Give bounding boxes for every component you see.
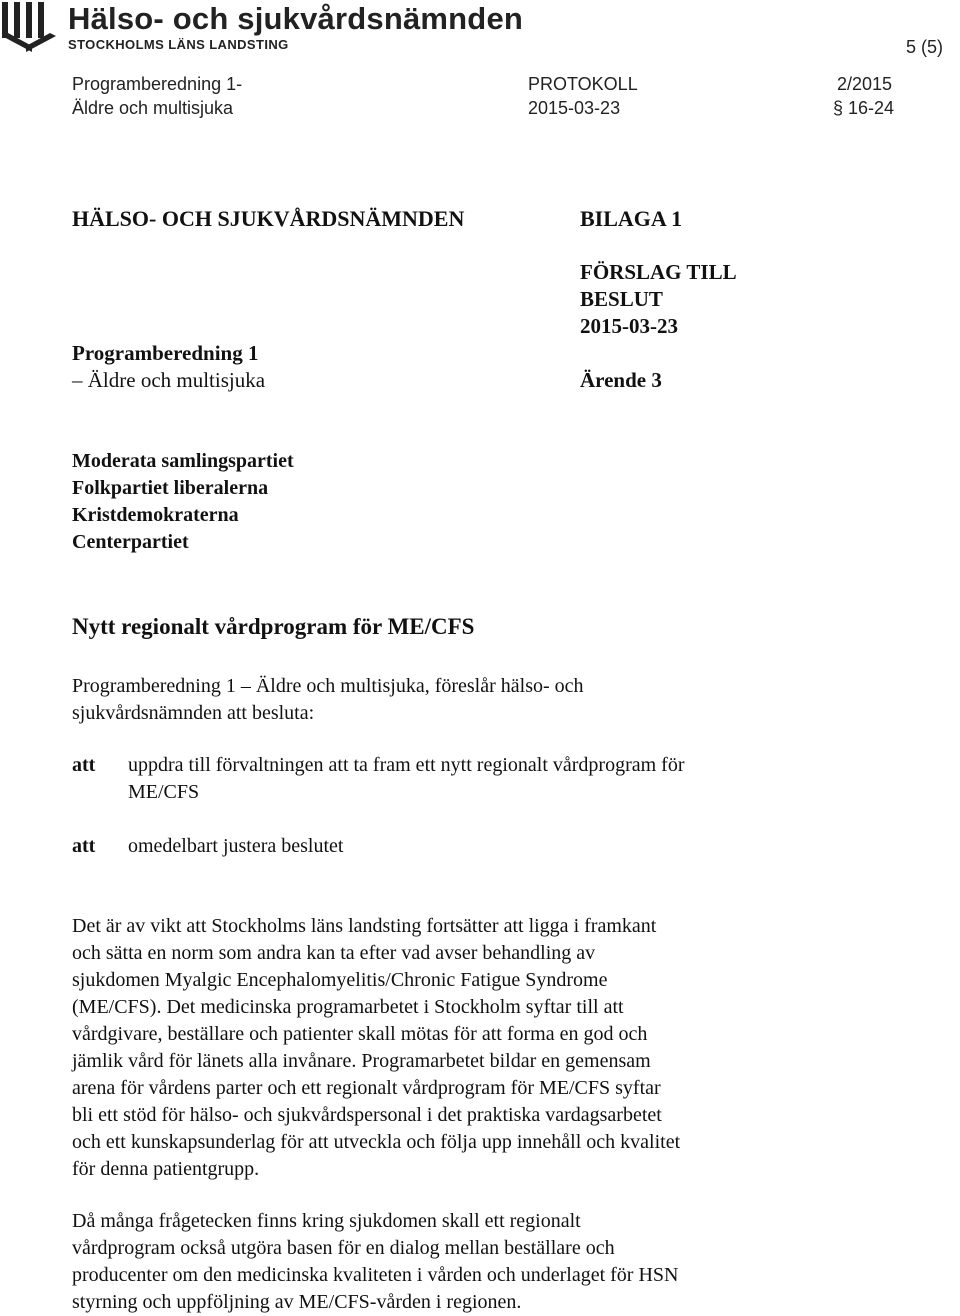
proposal-text bbox=[128, 752, 684, 806]
paragraph-line: sjukdomen Myalgic Encephalomyelitis/Chronic Fatigue Syndrome bbox=[72, 969, 608, 991]
committee-subname: – Äldre och multisjuka bbox=[72, 368, 266, 392]
party-item: Folkpartiet liberalerna bbox=[72, 477, 269, 499]
body-paragraph bbox=[72, 1208, 678, 1316]
body-paragraph bbox=[72, 913, 680, 1183]
meta-protocol-number: 2/2015 bbox=[837, 74, 893, 94]
proposal-line: ME/CFS bbox=[128, 781, 200, 803]
matter-number: Ärende 3 bbox=[580, 368, 662, 392]
proposal-label-line-2: BESLUT bbox=[580, 287, 663, 311]
bilaga-label: BILAGA 1 bbox=[580, 206, 683, 231]
meta-paragraph-range: § 16-24 bbox=[833, 98, 895, 118]
paragraph-line: och sätta en norm som andra kan ta efter vad avser behandling av bbox=[72, 942, 596, 964]
committee-name: Programberedning 1 bbox=[72, 341, 259, 365]
intro-line: Programberedning 1 – Äldre och multisjuka, föreslår hälso- och bbox=[72, 675, 584, 697]
document-title: Nytt regionalt vårdprogram för ME/CFS bbox=[72, 614, 475, 639]
proposal-line: uppdra till förvaltningen att ta fram ett nytt regionalt vårdprogram för bbox=[128, 754, 685, 776]
party-item: Kristdemokraterna bbox=[72, 504, 239, 526]
paragraph-line: Det är av vikt att Stockholms läns landsting fortsätter att ligga i framkant bbox=[72, 915, 657, 937]
meta-protocol-date: 2015-03-23 bbox=[528, 98, 621, 118]
paragraph-line: producenter om den medicinska kvaliteten i vården och underlaget för HSN bbox=[72, 1264, 679, 1286]
proposal-text bbox=[128, 833, 343, 860]
meta-protocol-label: PROTOKOLL bbox=[528, 74, 638, 94]
proposal-label-line-1: FÖRSLAG TILL bbox=[580, 260, 737, 284]
logo-title: Hälso- och sjukvårdsnämnden bbox=[68, 1, 524, 36]
proposal-date: 2015-03-23 bbox=[580, 314, 678, 338]
meta-committee-line-1: Programberedning 1- bbox=[72, 74, 243, 94]
proposal-line: omedelbart justera beslutet bbox=[128, 835, 344, 857]
meta-committee-line-2: Äldre och multisjuka bbox=[72, 98, 234, 118]
paragraph-line: Då många frågetecken finns kring sjukdomen skall ett regionalt bbox=[72, 1210, 581, 1232]
logo-subtitle: STOCKHOLMS LÄNS LANDSTING bbox=[68, 37, 289, 52]
paragraph-line: bli ett stöd för hälso- och sjukvårdspersonal i det praktiska vardagsarbetet bbox=[72, 1104, 662, 1126]
paragraph-line: och ett kunskapsunderlag för att utveckla och följa upp innehåll och kvalitet bbox=[72, 1131, 681, 1153]
paragraph-line: för denna patientgrupp. bbox=[72, 1158, 260, 1180]
paragraph-line: (ME/CFS). Det medicinska programarbetet i Stockholm syftar till att bbox=[72, 996, 624, 1018]
paragraph-line: arena för vårdens parter och ett regionalt vårdprogram för ME/CFS syftar bbox=[72, 1077, 661, 1099]
party-item: Moderata samlingspartiet bbox=[72, 450, 294, 472]
paragraph-line: styrning och uppföljning av ME/CFS-vården i regionen. bbox=[72, 1291, 522, 1313]
proposal-marker: att bbox=[72, 754, 96, 776]
org-heading: HÄLSO- OCH SJUKVÅRDSNÄMNDEN bbox=[72, 206, 465, 231]
paragraph-line: vårdprogram också utgöra basen för en dialog mellan beställare och bbox=[72, 1237, 615, 1259]
page-number: 5 (5) bbox=[906, 37, 944, 57]
intro-text bbox=[72, 673, 584, 727]
county-council-logo-icon bbox=[2, 2, 60, 52]
intro-line: sjukvårdsnämnden att besluta: bbox=[72, 702, 315, 724]
paragraph-line: vårdgivare, beställare och patienter skall mötas för att forma en god och bbox=[72, 1023, 648, 1045]
party-item: Centerpartiet bbox=[72, 531, 189, 553]
party-list bbox=[72, 448, 294, 556]
paragraph-line: jämlik vård för länets alla invånare. Programarbetet bildar en gemensam bbox=[72, 1050, 651, 1072]
proposal-marker: att bbox=[72, 835, 96, 857]
